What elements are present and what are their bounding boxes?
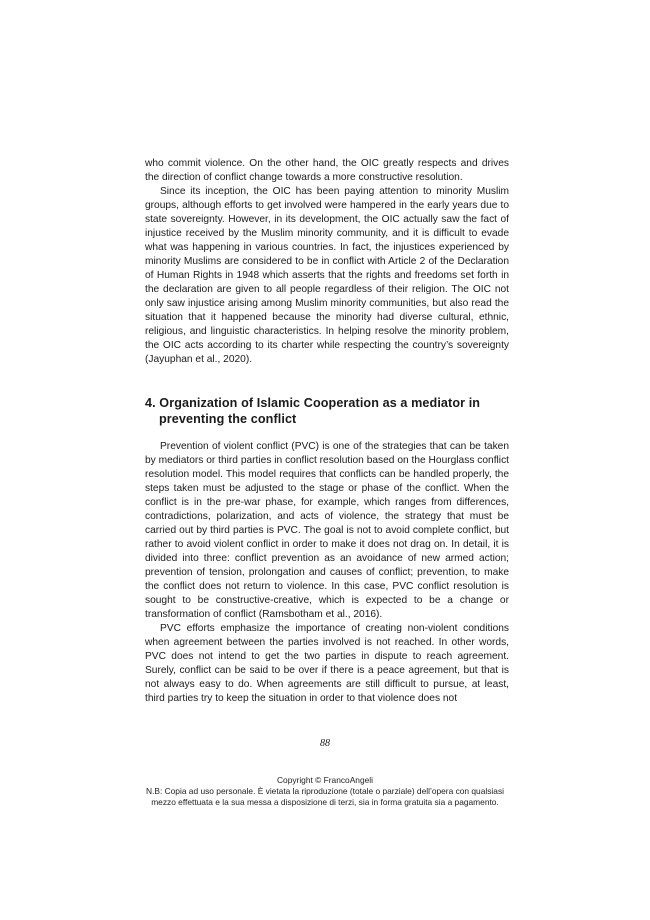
copyright-footer (0, 775, 650, 808)
section-heading: 4. Organization of Islamic Cooperation as a mediator in preventing the conflict (145, 396, 481, 426)
body-text-top (145, 157, 509, 367)
paragraph: Since its inception, the OIC has been paying attention to minority Muslim groups, although efforts to get involved were hampered in the early years due to state sovereignty. However, in its development, the OIC actually saw the fact of injustice received by the Muslim minority community, and it is difficult to evade what was happening in various countries. In fact, the injustices experienced by minority Muslims are considered to be in conflict with Article 2 of the Declaration of Human Rights in 1948 which asserts that the rights and freedoms set forth in the declaration are given to all people regardless of their religion. The OIC not only saw injustice arising among Muslim minority communities, but also read the situation that it happened because the minority had diverse cultural, ethnic, religious, and linguistic characteristics. In helping resolve the minority problem, the OIC acts according to its charter while respecting the country’s sovereignty (Jayuphan et al., 2020). (145, 186, 509, 365)
paragraph: PVC efforts emphasize the importance of creating non-violent conditions when agreement between the parties involved is not reached. In other words, PVC does not intend to get the two parties in dispute to reach agreement. Surely, conflict can be said to be over if there is a peace agreement, but that is not always easy to do. When agreements are still difficult to pursue, at least, third parties try to keep the situation in order to that violence does not (145, 623, 509, 704)
page-number: 88 (320, 738, 330, 749)
notice-line: N.B: Copia ad uso personale. È vietata la riproduzione (totale o parziale) dell’opera con qualsiasi (145, 786, 504, 796)
paragraph: who commit violence. On the other hand, the OIC greatly respects and drives the direction of conflict change towards a more constructive resolution. (145, 158, 509, 183)
notice-line: mezzo effettuata e la sua messa a disposizione di terzi, sia in forma gratuita sia a pagamento. (151, 797, 499, 807)
copyright-line: Copyright © FrancoAngeli (276, 775, 373, 785)
body-text-bottom (145, 440, 509, 706)
paragraph: Prevention of violent conflict (PVC) is one of the strategies that can be taken by mediators or third parties in conflict resolution based on the Hourglass conflict resolution model. This model requires that conflicts can be handled properly, the steps taken must be adjusted to the stage or phase of the conflict. When the conflict is in the pre-war phase, for example, which ranges from differences, contradictions, polarization, and acts of violence, the strategy that must be carried out by third parties is PVC. The goal is not to avoid complete conflict, but rather to avoid violent conflict in order to make it does not drag on. In detail, it is divided into three: conflict prevention as an avoidance of new armed action; prevention of tension, prolongation and causes of conflict; prevention, to make the conflict does not return to violence. In this case, PVC conflict resolution is sought to be constructive-creative, which is expected to be a change or transformation of conflict (Ramsbotham et al., 2016). (145, 441, 509, 620)
